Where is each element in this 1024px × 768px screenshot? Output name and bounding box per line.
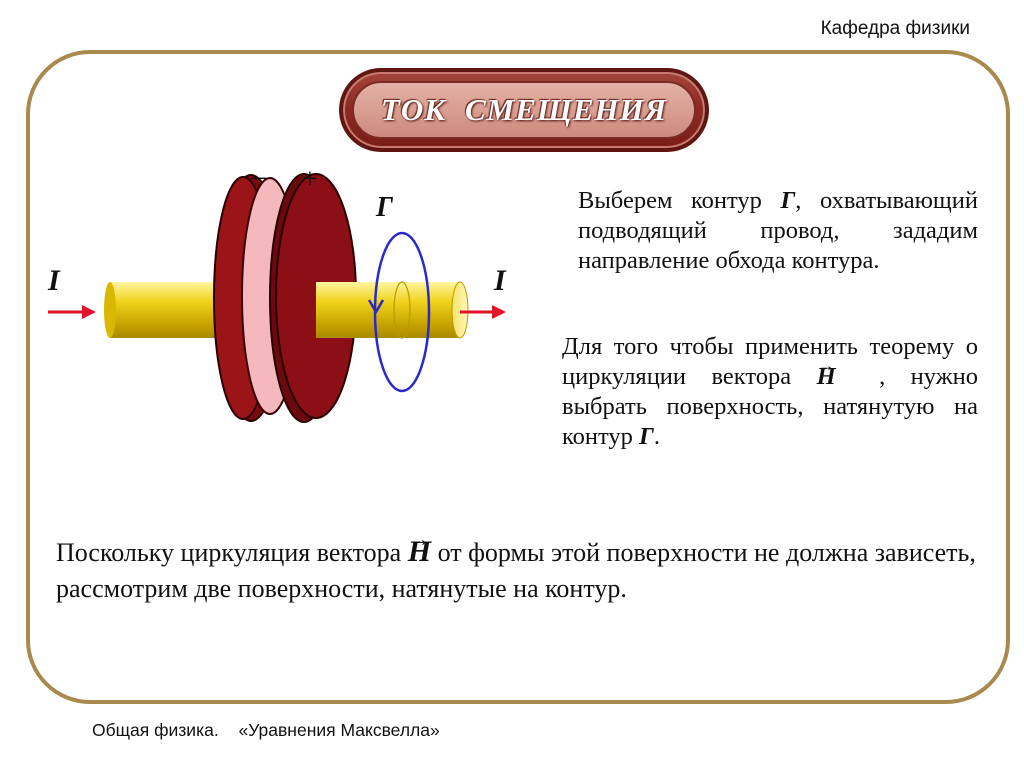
- footer: [92, 720, 440, 741]
- para1-text-b: , охватывающий подводящий провод, зададим направление обхода контура.: [578, 187, 978, 274]
- right-wire: [316, 282, 460, 338]
- current-arrow-left-icon: [48, 305, 96, 319]
- minus-sign: –: [252, 161, 266, 192]
- paragraph-choose-contour: [578, 186, 978, 276]
- para1-text-a: Выберем контур: [578, 187, 781, 214]
- para2-text-b: , нужно выбрать поверхность, натянутую на контур: [562, 363, 978, 450]
- para2-text-c: .: [653, 423, 660, 450]
- para2-text-a: Для того чтобы применить теорему о циркуляции вектора: [562, 333, 978, 390]
- left-wire-end: [104, 282, 116, 338]
- current-label-right: I: [494, 264, 506, 297]
- para2-gamma: Г: [639, 423, 654, 450]
- department-label: Кафедра физики: [820, 18, 970, 39]
- contour-label: Г: [376, 192, 393, 223]
- current-label-left: I: [48, 264, 60, 297]
- vector-h-symbol: → H: [817, 362, 836, 392]
- title-banner: [339, 68, 709, 152]
- right-wire-end: [452, 282, 468, 338]
- slide-title: ТОК СМЕЩЕНИЯ: [380, 92, 668, 127]
- para3-text-b: от формы этой поверхности не должна зависеть, рассмотрим две поверхности, натянутые на контур.: [56, 538, 976, 603]
- para3-text-a: Поскольку циркуляция вектора: [56, 538, 408, 567]
- paragraph-two-surfaces: [56, 534, 986, 607]
- capacitor-diagram: [40, 160, 520, 460]
- vector-h-symbol-2: → H: [408, 534, 431, 570]
- para1-gamma: Г: [780, 187, 796, 214]
- footer-topic: «Уравнения Максвелла»: [238, 720, 440, 740]
- paragraph-choose-surface: [562, 332, 978, 452]
- plus-sign: +: [302, 164, 318, 195]
- footer-course: Общая физика.: [92, 720, 219, 740]
